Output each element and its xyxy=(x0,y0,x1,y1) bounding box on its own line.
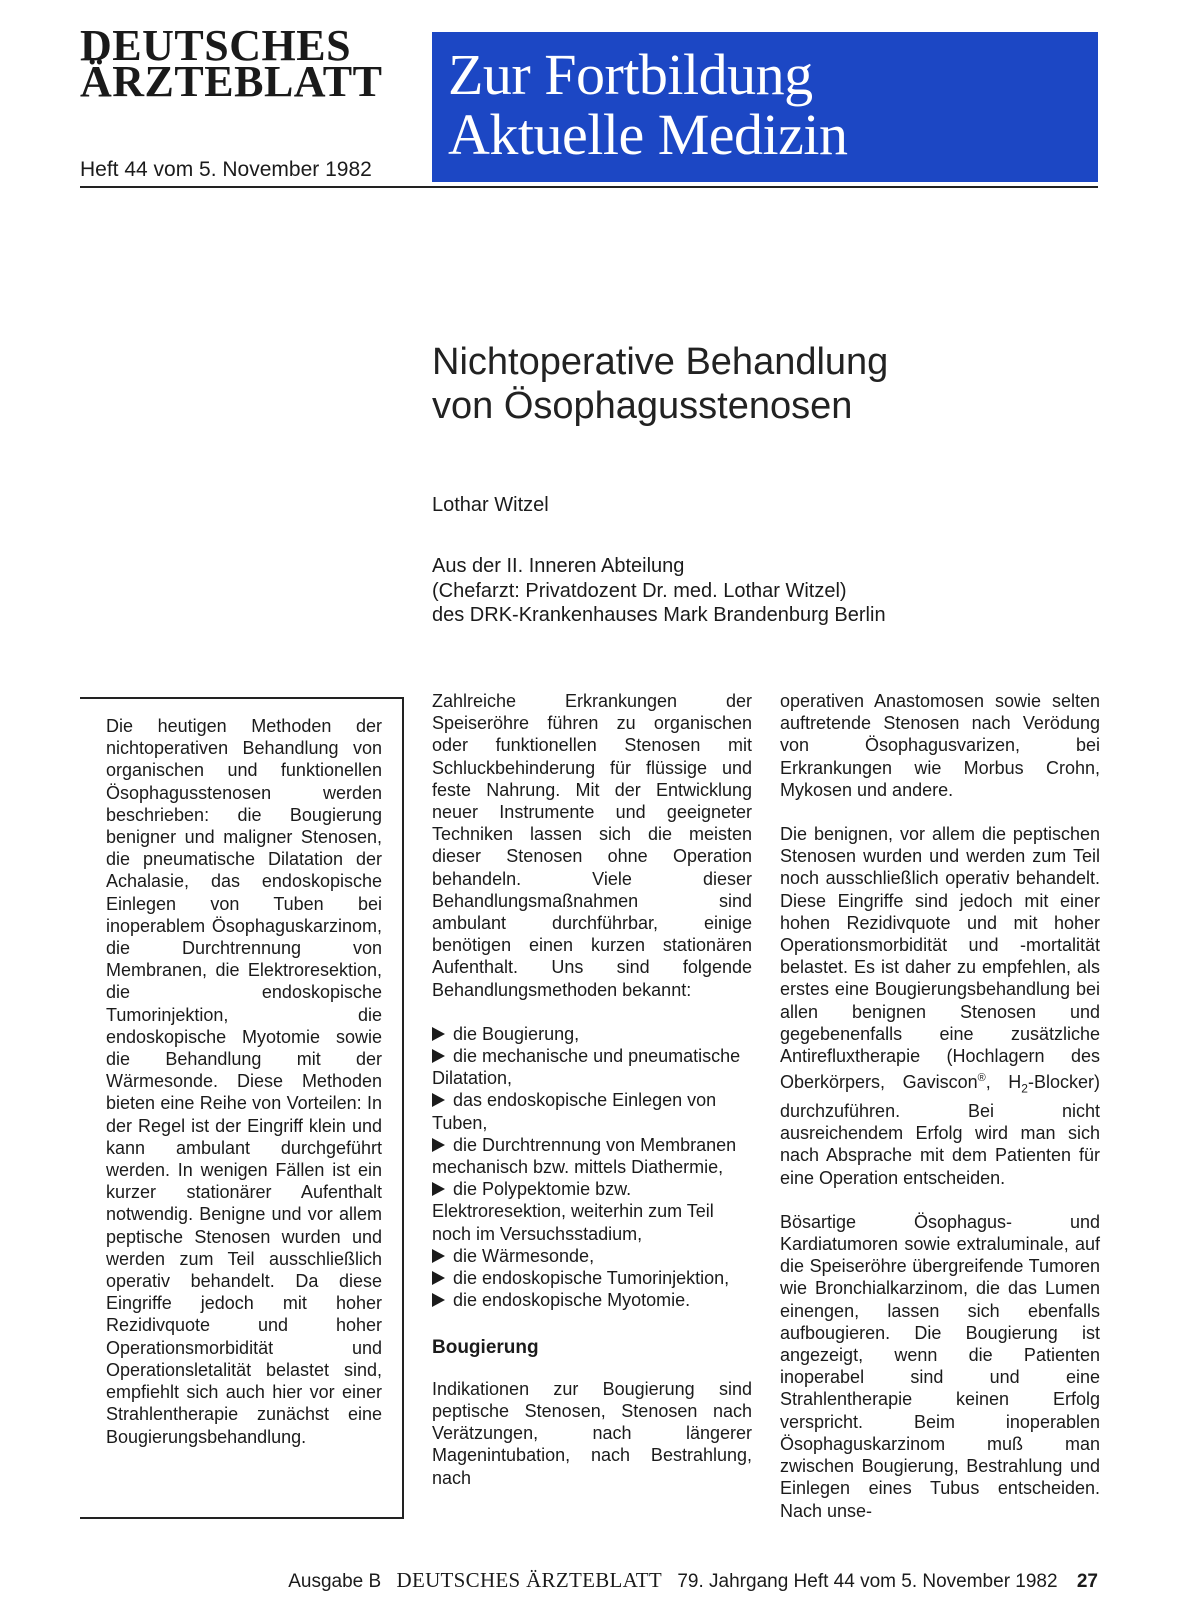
continuation-paragraph: operativen Anastomosen sowie selten auftretende Stenosen nach Verödung von Ösophagusvarizen, bei Erkrankungen wie Morbus Crohn, Mykosen und andere. xyxy=(780,691,1100,800)
bullet-triangle-icon xyxy=(432,1293,445,1307)
masthead-logo xyxy=(80,21,410,106)
article-title-line-1: Nichtoperative Behandlung xyxy=(432,341,889,383)
abstract-box xyxy=(80,697,404,1519)
section-banner xyxy=(432,32,1098,182)
affiliation-line-2: (Chefarzt: Privatdozent Dr. med. Lothar Witzel) xyxy=(432,579,847,602)
page-footer xyxy=(250,1568,1098,1593)
issue-date: Heft 44 vom 5. November 1982 xyxy=(80,158,372,181)
list-item: das endoskopische Einlegen von Tuben, xyxy=(432,1090,717,1133)
bullet-triangle-icon xyxy=(432,1093,445,1107)
list-item: die Durchtrennung von Membranen mechanisch bzw. mittels Diathermie, xyxy=(432,1134,737,1178)
footer-journal: DEUTSCHES ÄRZTEBLATT xyxy=(396,1568,663,1592)
abstract-text: Die heutigen Methoden der nichtoperativen Behandlung von organischen und funktionellen Ösophagusstenosen werden beschrieben: die Bougierung benigner und maligner Stenosen, die pneumatische Dilatation der Achalasie, das endoskopische Einlegen von Tuben bei inoperablem Ösophaguskarzinom, die Durchtrennung von Membranen, die Elektroresektion, die endoskopische Tumorinjektion, die endoskopische Myotomie sowie die Behandlung mit der Wärmesonde. Diese Methoden bieten eine Reihe von Vorteilen: In der Regel ist der Eingriff klein und kann ambulant durchgeführt werden. In wenigen Fällen ist ein kurzer stationärer Aufenthalt notwendig. Benigne und vor allem peptische Stenosen wurden und werden zum Teil ausschließlich operativ behandelt. Da diese Eingriffe jedoch mit hoher Rezidivquote und hoher Operationsmorbidität und Operationsletalität belastet sind, empfiehlt sich auch hier vor einer Strahlentherapie zunächst eine Bougierungsbehandlung. xyxy=(106,716,382,1447)
list-item: die endoskopische Tumorinjektion, xyxy=(432,1267,752,1289)
section-title-line-2: Aktuelle Medizin xyxy=(448,102,848,167)
malignant-stenosis-paragraph: Bösartige Ösophagus- und Kardiatumoren sowie extraluminale, auf die Speiseröhre übergreifende Tumoren wie Bronchialkarzinom, die das Lumen einengen, lassen sich ebenfalls aufbougieren. Die Bougierung ist angezeigt, wenn die Patienten inoperabel sind und eine Strahlentherapie keinen Erfolg verspricht. Beim inoperablen Ösophaguskarzinom muß man zwischen Bougierung, Bestrahlung und Einlegen eines Tubus entscheiden. Nach unse- xyxy=(780,1211,1100,1521)
bullet-triangle-icon xyxy=(432,1249,445,1263)
masthead-line-1: DEUTSCHES xyxy=(80,21,352,70)
section-title-line-1: Zur Fortbildung xyxy=(448,42,813,107)
benign-stenosis-paragraph: Die benignen, vor allem die peptischen Stenosen wurden und werden zum Teil noch ausschließlich operativ behandelt. Diese Eingriffe sind jedoch mit einer hohen Rezidivquote und mit hoher Operationsmorbidität und -mortalität belastet. Es ist daher zu empfehlen, als erstes eine Bougierungsbehandlung bei allen benignen Stenosen und gegebenenfalls eine zusätzliche Antirefluxtherapie (Hochlagern des Oberkörpers, Gaviscon®, $H_2-Blocker$) durchzuführen. Bei nicht ausreichendem Erfolg wird man sich nach Absprache mit dem Patienten für eine Operation entscheiden. xyxy=(780,824,1100,1188)
list-item: die endoskopische Myotomie. xyxy=(432,1289,752,1311)
bullet-triangle-icon xyxy=(432,1138,445,1152)
article-title xyxy=(432,340,888,428)
footer-edition: Ausgabe B xyxy=(288,1571,382,1592)
methods-list xyxy=(432,1023,752,1312)
bullet-triangle-icon xyxy=(432,1271,445,1285)
bullet-triangle-icon xyxy=(432,1027,445,1041)
list-item: die mechanische und pneumatische Dilatation, xyxy=(432,1046,741,1089)
bougierung-paragraph: Indikationen zur Bougierung sind peptische Stenosen, Stenosen nach Verätzungen, nach längerer Magenintubation, nach Bestrahlung, nach xyxy=(432,1378,752,1488)
section-heading-bougierung: Bougierung xyxy=(432,1337,539,1359)
footer-volume: 79. Jahrgang Heft 44 vom 5. November 1982 xyxy=(677,1571,1058,1592)
masthead-line-2: ÄRZTEBLATT xyxy=(80,57,383,106)
article-author: Lothar Witzel xyxy=(432,494,549,516)
list-item: die Bougierung, xyxy=(432,1023,752,1045)
author-affiliation xyxy=(432,554,886,628)
page-number: 27 xyxy=(1076,1571,1098,1592)
bullet-triangle-icon xyxy=(432,1182,445,1196)
body-column-2 xyxy=(432,690,752,1489)
affiliation-line-3: des DRK-Krankenhauses Mark Brandenburg Berlin xyxy=(432,604,886,626)
list-item: die Wärmesonde, xyxy=(432,1245,752,1267)
header-divider xyxy=(80,186,1098,188)
body-column-3 xyxy=(780,690,1100,1522)
intro-paragraph: Zahlreiche Erkrankungen der Speiseröhre führen zu organischen oder funktionellen Stenosen mit Schluckbehinderung für flüssige und feste Nahrung. Mit der Entwicklung neuer Instrumente und geeigneter Techniken lassen sich die meisten dieser Stenosen ohne Operation behandeln. Viele dieser Behandlungsmaßnahmen sind ambulant durchführbar, einige benötigen einen kurzen stationären Aufenthalt. Uns sind folgende Behandlungsmethoden bekannt: xyxy=(432,691,752,1000)
affiliation-line-1: Aus der II. Inneren Abteilung xyxy=(432,555,685,577)
bullet-triangle-icon xyxy=(432,1049,445,1063)
article-title-line-2: von Ösophagusstenosen xyxy=(432,385,853,427)
list-item: die Polypektomie bzw. Elektroresektion, weiterhin zum Teil noch im Versuchsstadium, xyxy=(432,1179,714,1244)
